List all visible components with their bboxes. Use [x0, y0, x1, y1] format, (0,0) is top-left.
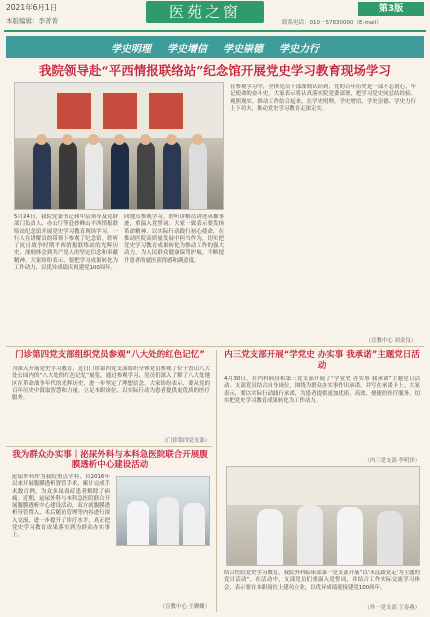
lead-headline: 我院领导赴“平西情报联络站”纪念馆开展党史学习教育现场学习 [39, 63, 391, 78]
slogan-2: 学史增信 [167, 43, 207, 55]
header-rule [4, 30, 426, 32]
masthead: 医苑之窗 [146, 1, 264, 23]
column-divider [216, 350, 217, 612]
right-article-photo [226, 466, 420, 566]
issue-date: 2021年6月1日 [6, 3, 58, 12]
lead-column-2: 同地点参观学习，聆听讲解员讲述英雄事迹，重温入党誓词。大家一致表示要发扬革命精神，以实际行动践行初心使命，在推动医院高质量发展中担当作为，切实把党史学习教育成果转化为推动工作的强大动力，为人民群众健康保驾护航，不断提升患者的就医获得感和满意度。 [124, 214, 224, 264]
lower-left-photo [116, 476, 210, 546]
lower-left-body: 泌尿外科作为我院重点学科，自2016年以来开展腹膜透析置管手术，累计完成手术数百例，为众多尿毒症患者解除了病痛。近期，泌尿外科与本科急医院联合开展腹膜透析中心建设活动，双方就腹膜透析导管置入、术后随访管理等内容进行深入交流，进一步提升了诊疗水平，真正把党史学习教育成果落实到为群众办实事上。 [12, 474, 110, 539]
page-editor: 本版编辑：李菁菁 [6, 17, 58, 25]
lead-photo [14, 82, 224, 210]
slogan-3: 学史崇德 [223, 43, 263, 55]
contact-info: 联系电话：010－57830000（E-mail） [282, 20, 382, 26]
slogan-banner [6, 36, 424, 58]
slogan-1: 学史明理 [111, 43, 151, 55]
lower-left-headline: 我为群众办实事｜泌尿外科与本科急医院联合开展腹膜透析中心建设活动 [12, 450, 208, 470]
slogan-4: 学史力行 [279, 43, 319, 55]
page-number: 第3版 [358, 2, 424, 16]
lower-right-body: 结合医院党史学习教育，我院外科临床部第一党支部开展“以‘永远跟党走’为主题的党日活动”。在活动中，支部党员们重温入党誓词，并结合工作实际交流学习体会，表示要在本职岗位上建功立业，以优异成绩迎接建党100周年。 [224, 570, 420, 591]
lower-left-credit: （宣教中心 王姗姗） [159, 604, 210, 610]
right-article-credit: （内三党支部 李明泽） [364, 458, 420, 464]
lead-credit: （宣教中心 刘金良） [365, 338, 416, 344]
left-article-credit: （门诊第四党支部） [161, 438, 210, 444]
lower-right-credit: （外一党支部 王春燕） [364, 605, 420, 611]
lead-column-3: 在参观学习中，全体党员干部深刻认识到，党的百年历史是一部不忘初心、牢记使命的奋斗史。大家表示将认真落实院党委部署，把学习党史同总结经验、观照现实、推动工作结合起来，在学史明理、学史增信、学史崇德、学史力行上下功夫，推动党史学习教育走深走实。 [230, 84, 416, 112]
section-divider [6, 346, 424, 347]
right-article-headline: 内三党支部开展“学党史 办实事 我承诺”主题党日活动 [224, 350, 420, 371]
left-article-body: 为深入开展党史学习教育，近日门诊第四党支部组织全体党员参观了位于香山八大处公园内的“八大处的红色记忆”展览。通过参观学习，党员们深入了解了八大处地区在革命战争年代的光辉历史，进一步坚定了理想信念。大家纷纷表示，要从党的百年历史中汲取智慧和力量，立足本职岗位，以实际行动为患者提供更优质的医疗服务。 [12, 366, 210, 402]
lead-column-1: 5月24日，我院党委书记和中层领导及党群部门负责人、办公厅等赴妙峰山平西情报联络站纪念馆开展党史学习教育现场学习。一行人在讲解员的带领下参观了纪念馆，聆听了抗日战争时期平西情报联络站的光辉历史，深刻体会到共产党人的坚定信念和奉献精神。大家纷纷表示，要把学习成果转化为工作动力，以优异成绩庆祝建党100周年。 [14, 214, 118, 272]
right-article-body: 4月30日，在内科病房积第三党支部开展了“学党史 办实事 我承诺”主题党日活动。支部党员结合自身岗位，围绕为群众办实事作出承诺，并写在承诺卡上。大家表示，要以实际行动践行承诺，为患者提供更加优质、高效、便捷的医疗服务，切实把党史学习教育成果转化为工作动力。 [224, 376, 420, 404]
left-divider [6, 446, 212, 447]
lower-left-body-cont [116, 550, 210, 600]
left-article-headline: 门诊第四党支部组织党员参观“八大处的红色记忆” [15, 350, 205, 360]
